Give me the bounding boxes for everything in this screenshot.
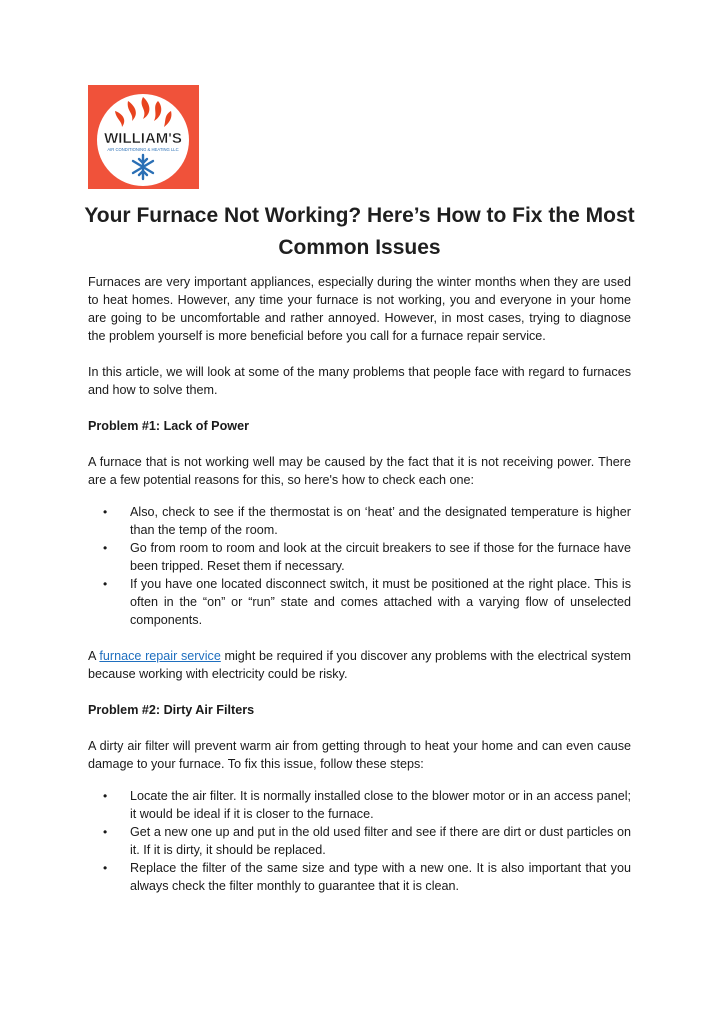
list-item: • Go from room to room and look at the circuit breakers to see if those for the furnace have been tripped. Reset them if necessary. <box>103 541 631 573</box>
logo-tagline-text: AIR CONDITIONING & HEATING LLC <box>107 147 179 152</box>
bullet-icon: • <box>103 789 108 803</box>
bullet-icon: • <box>103 505 108 519</box>
problem-1-lead: A furnace that is not working well may be caused by the fact that it is not receiving power. There are a few potential reasons for this, so here's how to check each one: <box>88 455 631 487</box>
company-logo <box>88 85 199 189</box>
intro-paragraph-1: Furnaces are very important appliances, especially during the winter months when they are used to heat homes. However, any time your furnace is not working, you and everyone in your home are going to be uncomfortable and rather annoyed. However, in most cases, trying to diagnose the problem yourself is more beneficial before you call for a furnace repair service. <box>88 275 631 343</box>
problem-1-list <box>88 503 631 629</box>
logo-brand-text: WILLIAM'S <box>104 130 182 147</box>
bullet-icon: • <box>103 861 108 875</box>
list-item: • Also, check to see if the thermostat is on ‘heat’ and the designated temperature is higher than the temp of the room. <box>103 505 631 537</box>
problem-1-heading: Problem #1: Lack of Power <box>88 419 249 433</box>
article-body <box>88 273 631 895</box>
page-title: Your Furnace Not Working? Here’s How to Fix the Most Common Issues <box>84 204 635 259</box>
problem-2-lead: A dirty air filter will prevent warm air from getting through to heat your home and can even cause damage to your furnace. To fix this issue, follow these steps: <box>88 739 631 771</box>
bullet-icon: • <box>103 825 108 839</box>
problem-2-list <box>88 787 631 895</box>
list-item: • If you have one located disconnect switch, it must be positioned at the right place. This is often in the “on” or “run” state and comes attached with a varying flow of unselected components. <box>103 577 631 627</box>
list-item: • Locate the air filter. It is normally installed close to the blower motor or in an access panel; it would be ideal if it is closer to the furnace. <box>103 789 631 821</box>
intro-paragraph-2: In this article, we will look at some of the many problems that people face with regard to furnaces and how to solve them. <box>88 365 631 397</box>
bullet-icon: • <box>103 541 108 555</box>
list-item: • Replace the filter of the same size and type with a new one. It is also important that you always check the filter monthly to guarantee that it is clean. <box>103 861 631 893</box>
problem-1-followup: A furnace repair service might be required if you discover any problems with the electrical system because working with electricity could be risky. <box>88 649 632 681</box>
list-item: • Get a new one up and put in the old used filter and see if there are dirt or dust particles on it. If it is dirty, it should be replaced. <box>103 825 631 857</box>
furnace-repair-link[interactable]: furnace repair service <box>99 649 221 663</box>
bullet-icon: • <box>103 577 108 591</box>
logo-graphic <box>88 85 199 189</box>
problem-2-heading: Problem #2: Dirty Air Filters <box>88 703 255 717</box>
